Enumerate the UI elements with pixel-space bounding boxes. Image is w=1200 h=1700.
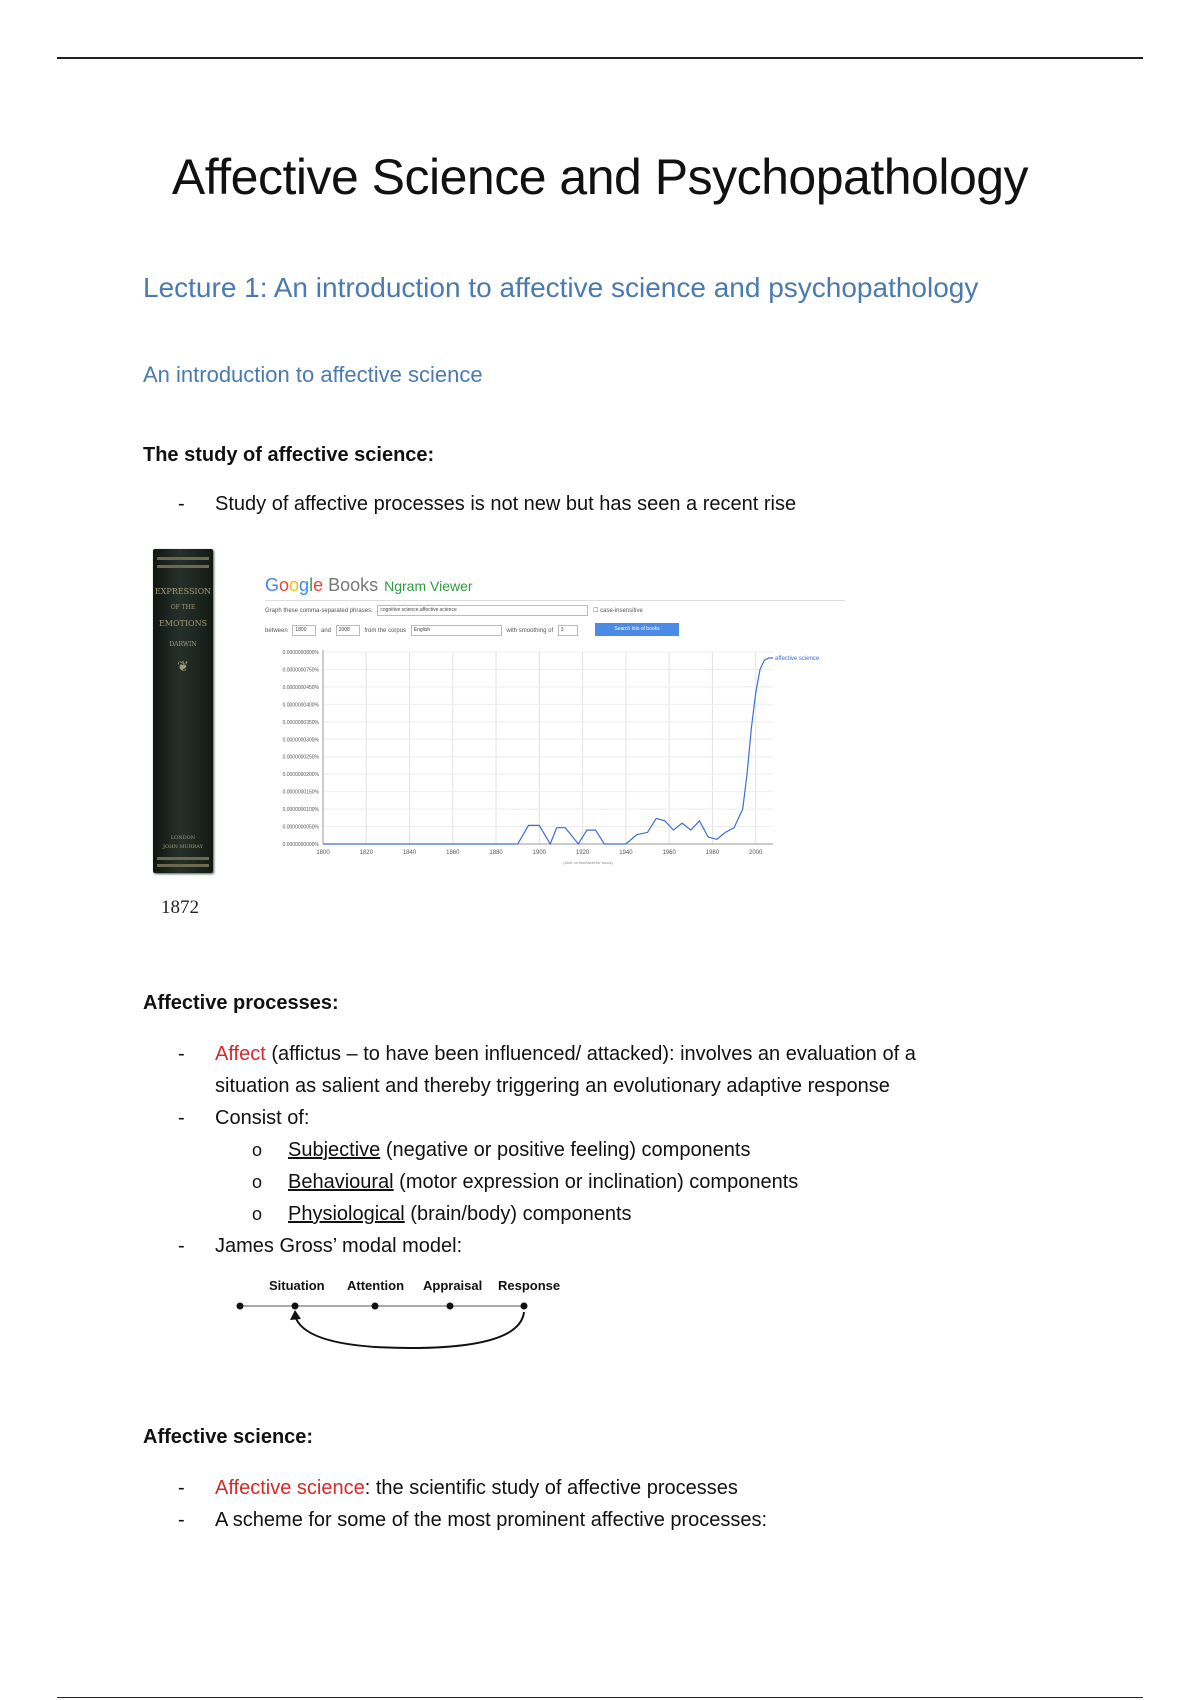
stage-attention: Attention	[347, 1278, 405, 1293]
x-tick-label: 1820	[359, 850, 373, 856]
list-item	[178, 488, 796, 520]
x-tick-label: 1920	[575, 850, 590, 856]
book-spine-title: EXPRESSION	[154, 587, 212, 596]
y-tick-label: 0.0000000100%	[282, 807, 319, 814]
list-item: - Affective science: the scientific study of affective processes	[178, 1477, 738, 1499]
book-spine-publisher: LONDON	[170, 835, 196, 841]
study-heading: The study of affective science:	[143, 444, 435, 466]
list-item-continued	[178, 1070, 890, 1102]
sub-list-item: o Physiological (brain/body) components	[252, 1203, 632, 1225]
ngram-viewer-screenshot	[258, 558, 852, 868]
affective-science-definition: : the scientific study of affective processes	[364, 1477, 738, 1499]
ngram-search-button: Search lots of books	[595, 623, 679, 636]
book-ornament-icon: ❦	[177, 659, 189, 675]
x-tick-label: 1840	[402, 850, 417, 856]
series-label: affective science	[775, 656, 820, 662]
affective-science-term: Affective science	[215, 1477, 365, 1499]
book-year-caption: 1872	[161, 897, 199, 918]
y-tick-label: 0.0000000250%	[282, 754, 319, 761]
x-tick-label: 1940	[619, 850, 633, 856]
ngram-range-row: between 1800 and 2008 from the corpus English with smoothing of 3	[265, 625, 581, 636]
lecture-heading: Lecture 1: An introduction to affective science and psychopathology	[143, 272, 979, 303]
stage-appraisal: Appraisal	[423, 1278, 483, 1293]
y-tick-label: 0.0000000200%	[282, 772, 319, 779]
x-tick-label: 2000	[749, 850, 763, 856]
chart-footer: (click on line/label for focus)	[563, 860, 613, 865]
behavioural-term: Behavioural	[288, 1171, 394, 1193]
y-tick-label: 0.0000000150%	[282, 789, 319, 796]
list-item: - Consist of:	[178, 1102, 309, 1134]
sub-list-item: o Behavioural (motor expression or inclination) components	[252, 1171, 799, 1193]
section-heading: An introduction to affective science	[143, 362, 483, 387]
affect-definition-cont: situation as salient and thereby triggering an evolutionary adaptive response	[215, 1075, 890, 1097]
x-tick-label: 1860	[446, 850, 460, 856]
ngram-chart	[258, 558, 852, 868]
bottom-rule	[57, 1697, 1143, 1698]
modal-model-arrows	[215, 1270, 575, 1365]
darwin-book-image	[153, 549, 213, 873]
page-title: Affective Science and Psychopathology	[171, 149, 1029, 205]
subjective-term: Subjective	[288, 1139, 381, 1161]
y-tick-label: 0.0000000300%	[282, 737, 319, 744]
ngram-viewer-label: Ngram Viewer	[384, 578, 473, 594]
y-tick-label: 0.0000000450%	[282, 684, 319, 691]
consist-of-text: Consist of:	[215, 1107, 310, 1129]
ngram-query-row: Graph these comma-separated phrases: cognitive science,affective science ☐ case-insensitive	[265, 607, 643, 615]
scheme-text: A scheme for some of the most prominent affective processes:	[215, 1509, 768, 1531]
affect-term: Affect	[215, 1043, 266, 1065]
physiological-term: Physiological	[288, 1203, 405, 1225]
y-tick-label: 0.0000000750%	[282, 667, 319, 674]
book-spine-title: EMOTIONS	[158, 619, 208, 628]
y-tick-label: 0.0000000050%	[282, 824, 319, 831]
book-spine-title: OF THE	[170, 604, 196, 611]
top-rule	[57, 57, 1143, 59]
y-tick-label: 0.0000000000%	[282, 842, 319, 848]
list-item: - A scheme for some of the most prominent affective processes:	[178, 1504, 767, 1536]
book-spine-publisher: JOHN MURRAY	[163, 844, 203, 850]
bullet-dash: -	[178, 493, 185, 515]
stage-situation: Situation	[269, 1278, 325, 1293]
x-tick-label: 1880	[489, 850, 503, 856]
gross-model-text: James Gross’ modal model:	[215, 1235, 463, 1257]
list-item: - James Gross’ modal model:	[178, 1230, 462, 1262]
y-tick-label: 0.0000000350%	[282, 719, 319, 726]
book-spine-author: DARWIN	[169, 641, 197, 648]
sub-list-item: o Subjective (negative or positive feeling) components	[252, 1139, 751, 1161]
x-tick-label: 1800	[316, 850, 330, 856]
x-tick-label: 1980	[705, 850, 720, 856]
y-tick-label: 0.0000000800%	[282, 650, 319, 656]
study-bullet-text: Study of affective processes is not new but has seen a recent rise	[215, 493, 797, 515]
series-line-affective-science	[323, 658, 773, 844]
x-tick-label: 1900	[532, 850, 547, 856]
list-item: - Affect (affictus – to have been influenced/ attacked): involves an evaluation of a	[178, 1043, 916, 1065]
processes-heading: Affective processes:	[143, 992, 339, 1014]
google-books-logo: Google Books Ngram Viewer	[265, 575, 473, 595]
affect-definition: (affictus – to have been influenced/ attacked): involves an evaluation of a	[265, 1043, 916, 1065]
y-tick-label: 0.0000000400%	[282, 702, 319, 709]
stage-response: Response	[498, 1278, 561, 1293]
affective-science-heading: Affective science:	[143, 1426, 314, 1448]
x-tick-label: 1960	[662, 850, 676, 856]
ngram-phrase-input: cognitive science,affective science	[377, 605, 588, 616]
gross-modal-model-diagram	[215, 1270, 575, 1365]
